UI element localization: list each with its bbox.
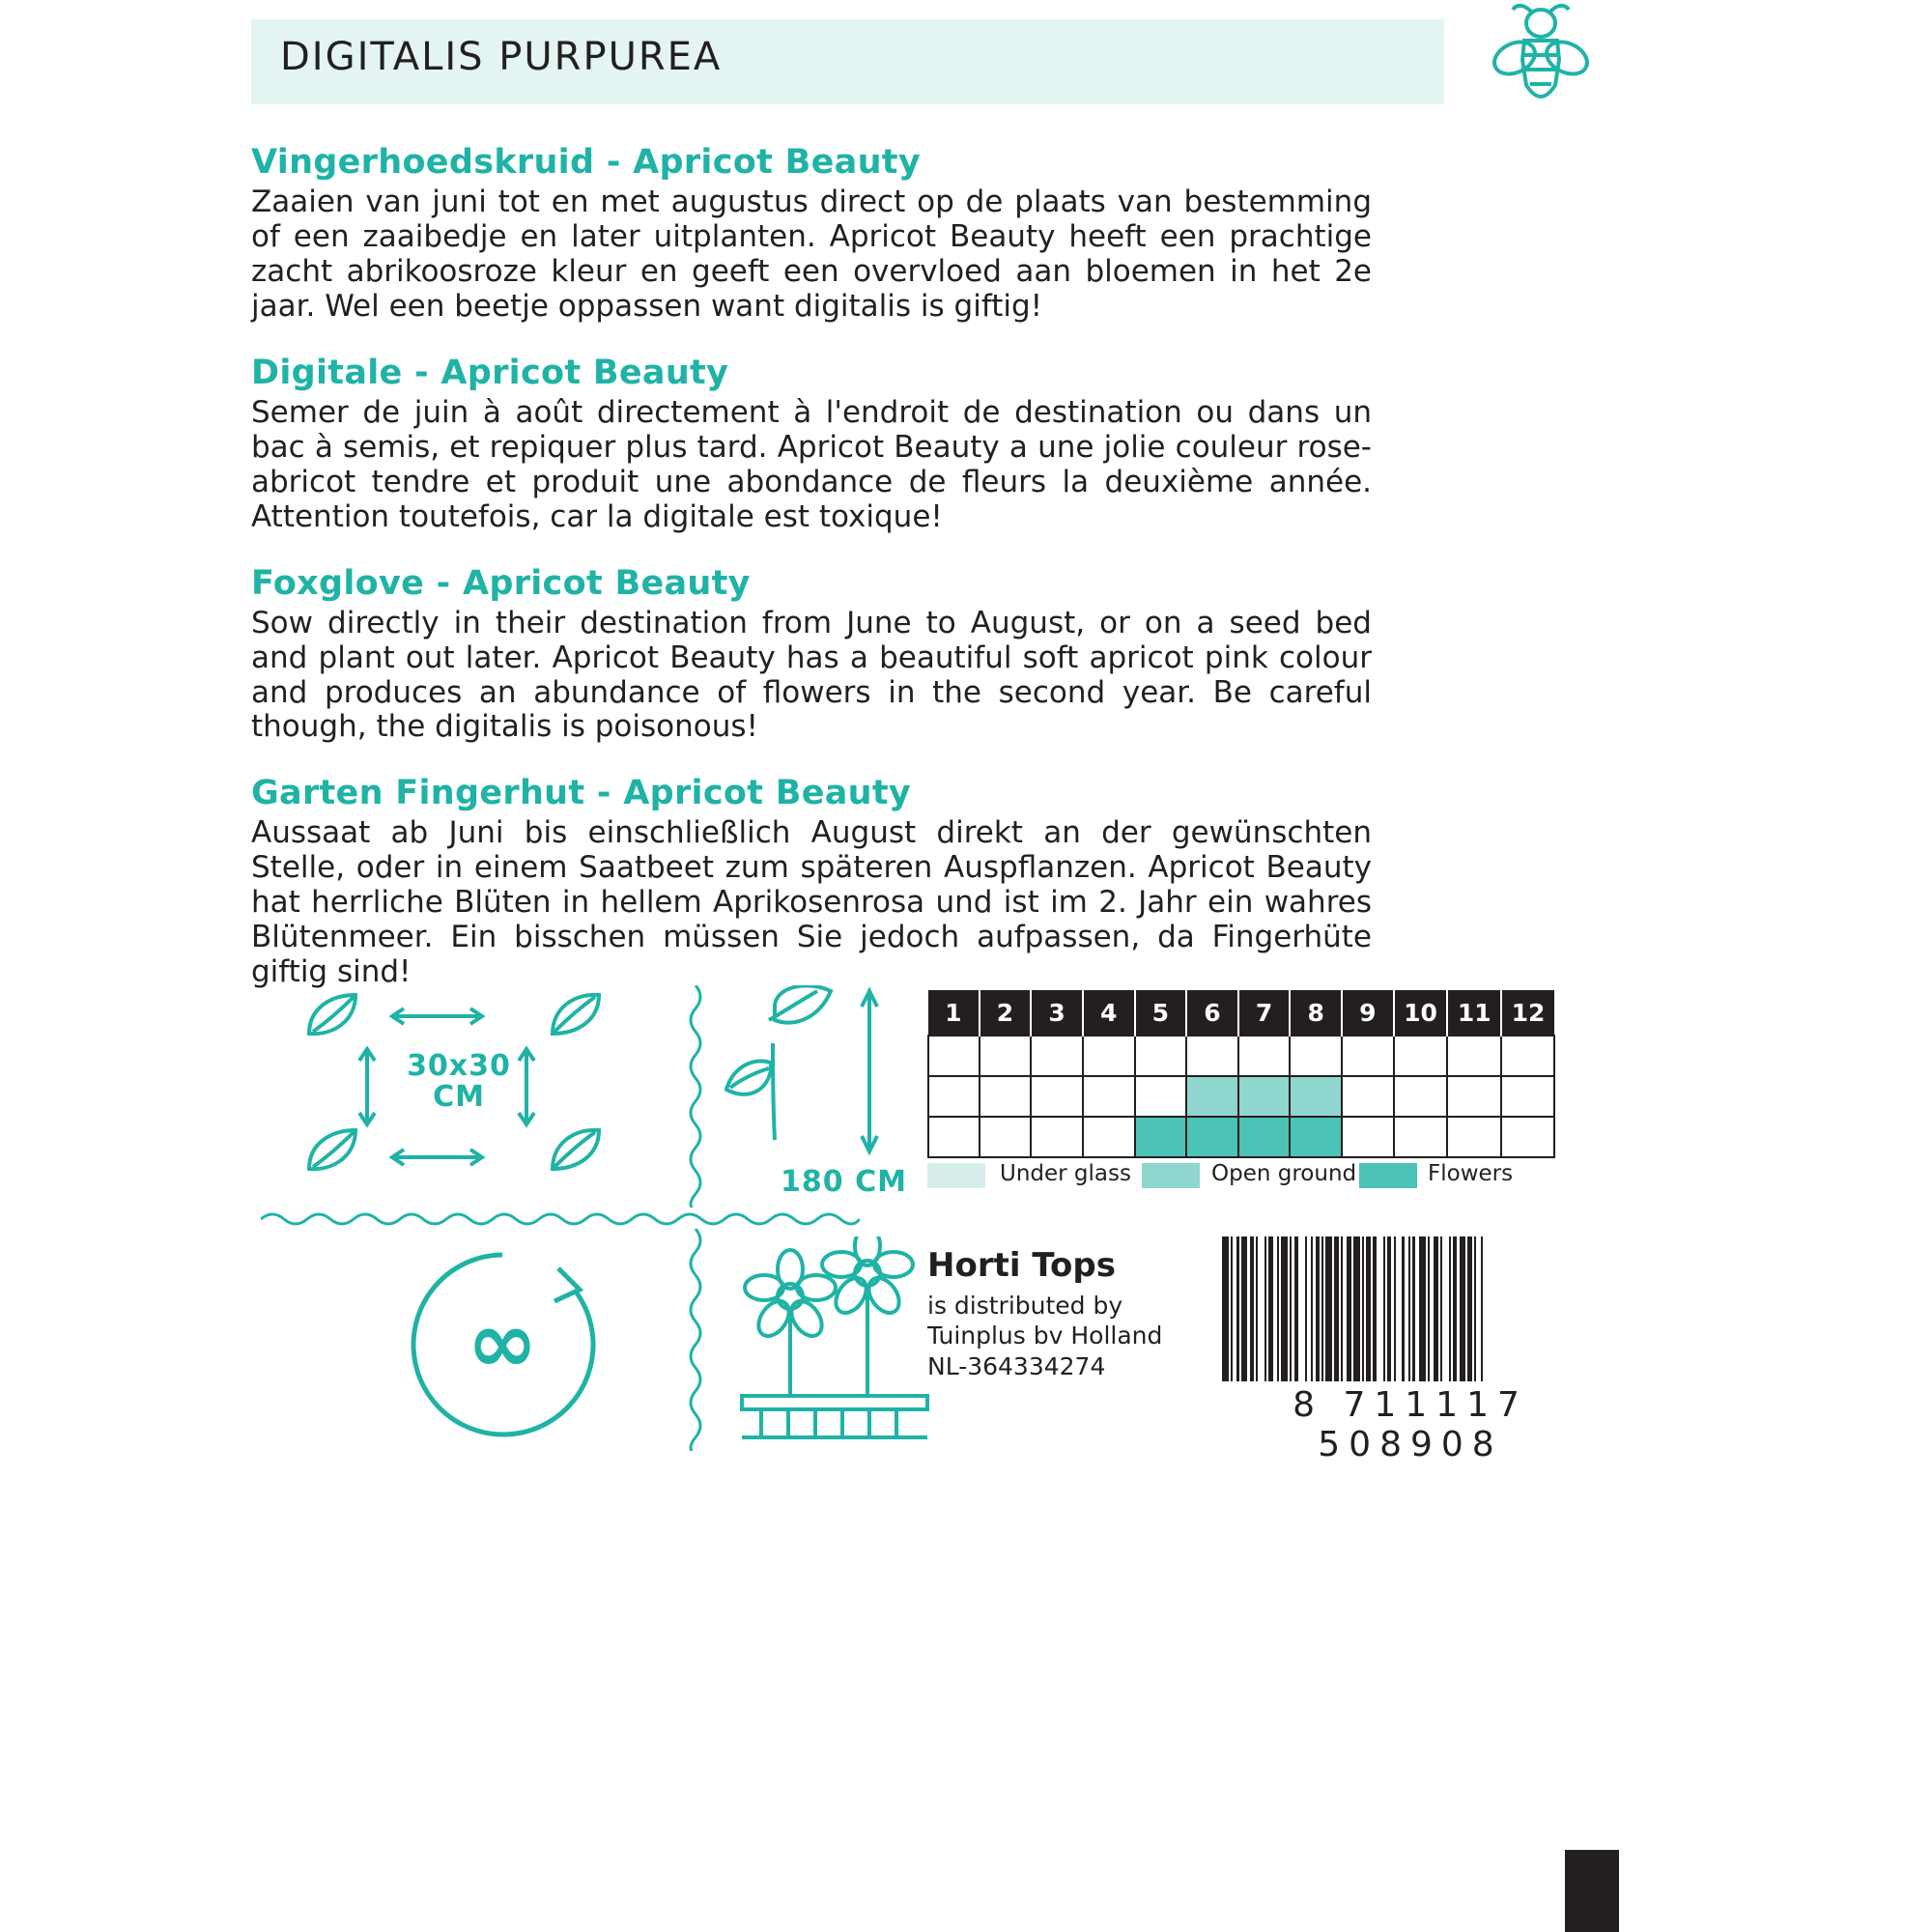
svg-text:∞: ∞ <box>467 1293 538 1392</box>
calendar-cell <box>1186 1036 1238 1076</box>
legend-swatch-flowers <box>1359 1163 1417 1188</box>
seed-packet-back <box>251 0 1700 1932</box>
calendar-cell <box>980 1117 1032 1157</box>
calendar-cell <box>1083 1117 1135 1157</box>
block-body: Sow directly in their destination from June to August, or on a seed bed and plant out later. Apricot Beauty has a beautiful soft apricot pink colour and produces an abundance of flowers in the second year. Be careful though, the digitalis is poisonous! <box>251 605 1372 745</box>
calendar-cell <box>1186 1076 1238 1117</box>
block-heading: Digitale - Apricot Beauty <box>251 353 729 392</box>
legend-swatch-under-glass <box>927 1163 985 1188</box>
calendar-cell <box>1447 1036 1501 1076</box>
distributor-name: Tuinplus bv Holland <box>927 1321 1163 1350</box>
spacing-label-line1: 30x30 <box>407 1049 511 1083</box>
text-block-fr <box>251 354 1700 535</box>
calendar-row-open-ground <box>928 1076 1554 1117</box>
month-header: 1 <box>928 990 980 1036</box>
month-header: 7 <box>1238 990 1291 1036</box>
text-block-en <box>251 564 1700 746</box>
header <box>251 0 1700 126</box>
bee-icon <box>1478 2 1604 127</box>
calendar-cell <box>1290 1117 1342 1157</box>
month-header: 2 <box>980 990 1032 1036</box>
calendar-legend <box>927 1161 1565 1194</box>
calendar-cell <box>1342 1036 1394 1076</box>
calendar-cell <box>1501 1036 1554 1076</box>
calendar-cell <box>1238 1117 1291 1157</box>
text-block-nl <box>251 143 1700 325</box>
calendar-header-row <box>928 990 1554 1036</box>
calendar-cell <box>928 1036 980 1076</box>
infinity-cycle-icon <box>396 1241 609 1453</box>
calendar-cell <box>1135 1036 1187 1076</box>
block-body: Aussaat ab Juni bis einschließlich August direkt an der gewünschten Stelle, oder in einem Saatbeet zum späteren Auspflanzen. Apricot Beauty hat herrliche Blüten in hellem Aprikosenrosa und ist im 2. Jahr ein wahres Blütenmeer. Ein bisschen müssen Sie jedoch aufpassen, da Fingerhüte giftig sind! <box>251 815 1372 990</box>
calendar-cell <box>1501 1117 1554 1157</box>
height-label: 180 CM <box>781 1165 907 1199</box>
calendar-cell <box>980 1076 1032 1117</box>
month-header: 11 <box>1447 990 1501 1036</box>
calendar-body <box>928 1036 1554 1157</box>
corner-registration-mark <box>1565 1850 1619 1932</box>
block-body: Zaaien van juni tot en met augustus direct op de plaats van bestemming of een zaaibedje en later uitplanten. Apricot Beauty heeft een prachtige zacht abrikoosroze kleur en geeft een overvloed aan bloemen in het 2e jaar. Wel een beetje oppassen want digitalis is giftig! <box>251 185 1372 324</box>
sowing-calendar <box>927 990 1555 1158</box>
calendar-cell <box>1447 1117 1501 1157</box>
barcode-number: 8 711117 508908 <box>1293 1385 1528 1464</box>
block-heading: Vingerhoedskruid - Apricot Beauty <box>251 143 921 182</box>
calendar-cell <box>1186 1117 1238 1157</box>
barcode <box>1222 1236 1599 1464</box>
block-body: Semer de juin à août directement à l'endroit de destination ou dans un bac à semis, et repiquer plus tard. Apricot Beauty a une jolie couleur rose-abricot tendre et produit une abondance de fleurs la deuxième année. Attention toutefois, car la digitale est toxique! <box>251 394 1372 534</box>
calendar-cell <box>928 1117 980 1157</box>
calendar-cell <box>1447 1076 1501 1117</box>
month-header: 10 <box>1394 990 1448 1036</box>
month-header: 8 <box>1290 990 1342 1036</box>
calendar-row-under-glass <box>928 1036 1554 1076</box>
month-header: 3 <box>1031 990 1083 1036</box>
calendar-table <box>927 990 1555 1158</box>
calendar-cell <box>1135 1076 1187 1117</box>
calendar-cell <box>1394 1117 1448 1157</box>
calendar-cell <box>1238 1036 1291 1076</box>
brand-block <box>927 1246 1162 1381</box>
spacing-label <box>362 1051 555 1112</box>
calendar-cell <box>928 1076 980 1117</box>
flowerbed-icon <box>724 1236 947 1453</box>
calendar-cell <box>1083 1036 1135 1076</box>
calendar-cell <box>1083 1076 1135 1117</box>
spacing-label-line2: CM <box>433 1079 485 1114</box>
calendar-cell <box>1342 1117 1394 1157</box>
calendar-cell <box>1394 1036 1448 1076</box>
month-header: 5 <box>1135 990 1187 1036</box>
page-title: DIGITALIS PURPUREA <box>280 35 723 79</box>
month-header: 12 <box>1501 990 1554 1036</box>
legend-label-flowers: Flowers <box>1428 1161 1514 1186</box>
legend-label-under-glass: Under glass <box>1000 1161 1131 1186</box>
calendar-cell <box>1290 1036 1342 1076</box>
month-header: 6 <box>1186 990 1238 1036</box>
divider-vertical-bottom <box>684 1229 707 1455</box>
calendar-cell <box>1238 1076 1291 1117</box>
legend-label-open-ground: Open ground <box>1211 1161 1357 1186</box>
calendar-cell <box>980 1036 1032 1076</box>
month-header: 9 <box>1342 990 1394 1036</box>
barcode-bars <box>1222 1236 1599 1381</box>
calendar-cell <box>1031 1036 1083 1076</box>
block-heading: Foxglove - Apricot Beauty <box>251 563 751 603</box>
calendar-cell <box>1501 1076 1554 1117</box>
calendar-cell <box>1031 1076 1083 1117</box>
block-heading: Garten Fingerhut - Apricot Beauty <box>251 774 912 813</box>
calendar-cell <box>1342 1076 1394 1117</box>
calendar-cell <box>1135 1117 1187 1157</box>
calendar-cell <box>1031 1117 1083 1157</box>
legend-swatch-open-ground <box>1142 1163 1200 1188</box>
calendar-cell <box>1290 1076 1342 1117</box>
brand-name: Horti Tops <box>927 1246 1116 1285</box>
calendar-cell <box>1394 1076 1448 1117</box>
month-header: 4 <box>1083 990 1135 1036</box>
registration-number: NL-364334274 <box>927 1351 1106 1380</box>
plant-height-icon <box>724 985 889 1182</box>
divider-vertical-top <box>684 985 707 1211</box>
text-block-de <box>251 774 1700 990</box>
calendar-row-flowers <box>928 1117 1554 1157</box>
distributed-by-label: is distributed by <box>927 1292 1123 1320</box>
divider-horizontal <box>261 1208 860 1235</box>
